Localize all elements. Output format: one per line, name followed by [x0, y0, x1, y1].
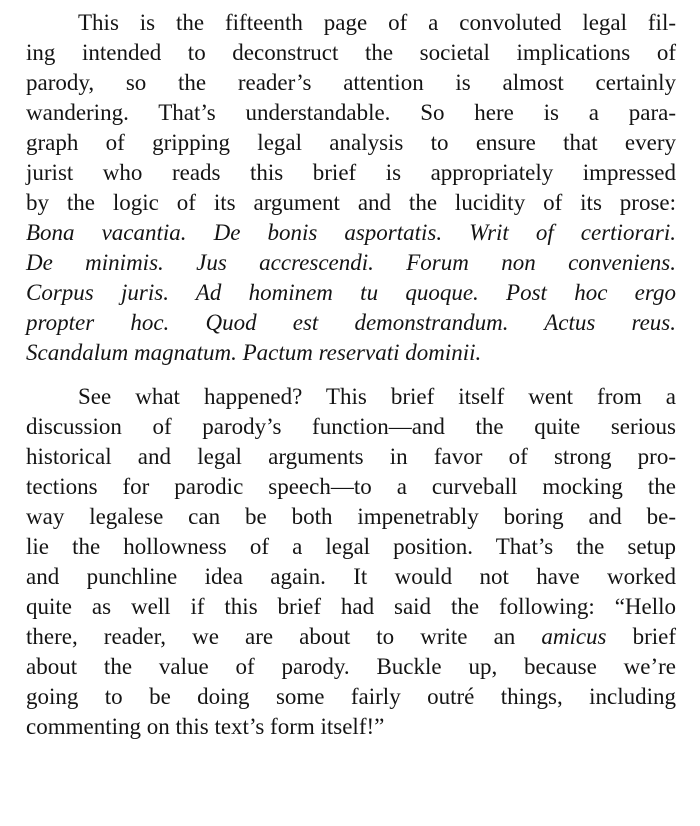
text-line: jurist who reads this brief is appropriately impressed — [26, 160, 676, 185]
text-line: discussion of parody’s function—and the quite serious — [26, 414, 676, 439]
latin-phrase-line: Bona vacantia. De bonis asportatis. Writ of certiorari. — [26, 220, 676, 245]
text-line: historical and legal arguments in favor of strong pro- — [26, 444, 676, 469]
text-line: graph of gripping legal analysis to ensure that every — [26, 130, 676, 155]
text-segment: there, reader, we are about to write an — [26, 624, 516, 649]
text-line: by the logic of its argument and the lucidity of its prose: — [26, 190, 676, 215]
text-line: lie the hollowness of a legal position. That’s the setup — [26, 534, 676, 559]
text-line: way legalese can be both impenetrably boring and be- — [26, 504, 676, 529]
text-line: commenting on this text’s form itself!” — [26, 714, 385, 739]
text-line: parody, so the reader’s attention is almost certainly — [26, 70, 676, 95]
text-line: tections for parodic speech—to a curveball mocking the — [26, 474, 676, 499]
latin-phrase-line: De minimis. Jus accrescendi. Forum non conveniens. — [26, 250, 676, 275]
text-line: going to be doing some fairly outré things, including — [26, 684, 676, 709]
text-segment: brief — [632, 624, 676, 649]
text-line: ing intended to deconstruct the societal implications of — [26, 40, 676, 65]
paragraph-2 — [26, 382, 676, 742]
latin-phrase-line: Scandalum magnatum. Pactum reservati dominii. — [26, 340, 482, 365]
text-line: This is the fifteenth page of a convoluted legal fil- — [78, 10, 676, 35]
paragraph-spacer — [26, 368, 676, 382]
emphasized-word: amicus — [541, 624, 607, 649]
text-line: about the value of parody. Buckle up, because we’re — [26, 654, 676, 679]
text-line — [26, 622, 676, 652]
text-line: wandering. That’s understandable. So here is a para- — [26, 100, 676, 125]
latin-phrase-line: Corpus juris. Ad hominem tu quoque. Post hoc ergo — [26, 280, 676, 305]
text-line: See what happened? This brief itself went from a — [78, 384, 676, 409]
paragraph-1 — [26, 8, 676, 368]
latin-phrase-line: propter hoc. Quod est demonstrandum. Actus reus. — [26, 310, 676, 335]
text-line: quite as well if this brief had said the following: “Hello — [26, 594, 676, 619]
text-line: and punchline idea again. It would not have worked — [26, 564, 676, 589]
document-page — [26, 8, 676, 742]
